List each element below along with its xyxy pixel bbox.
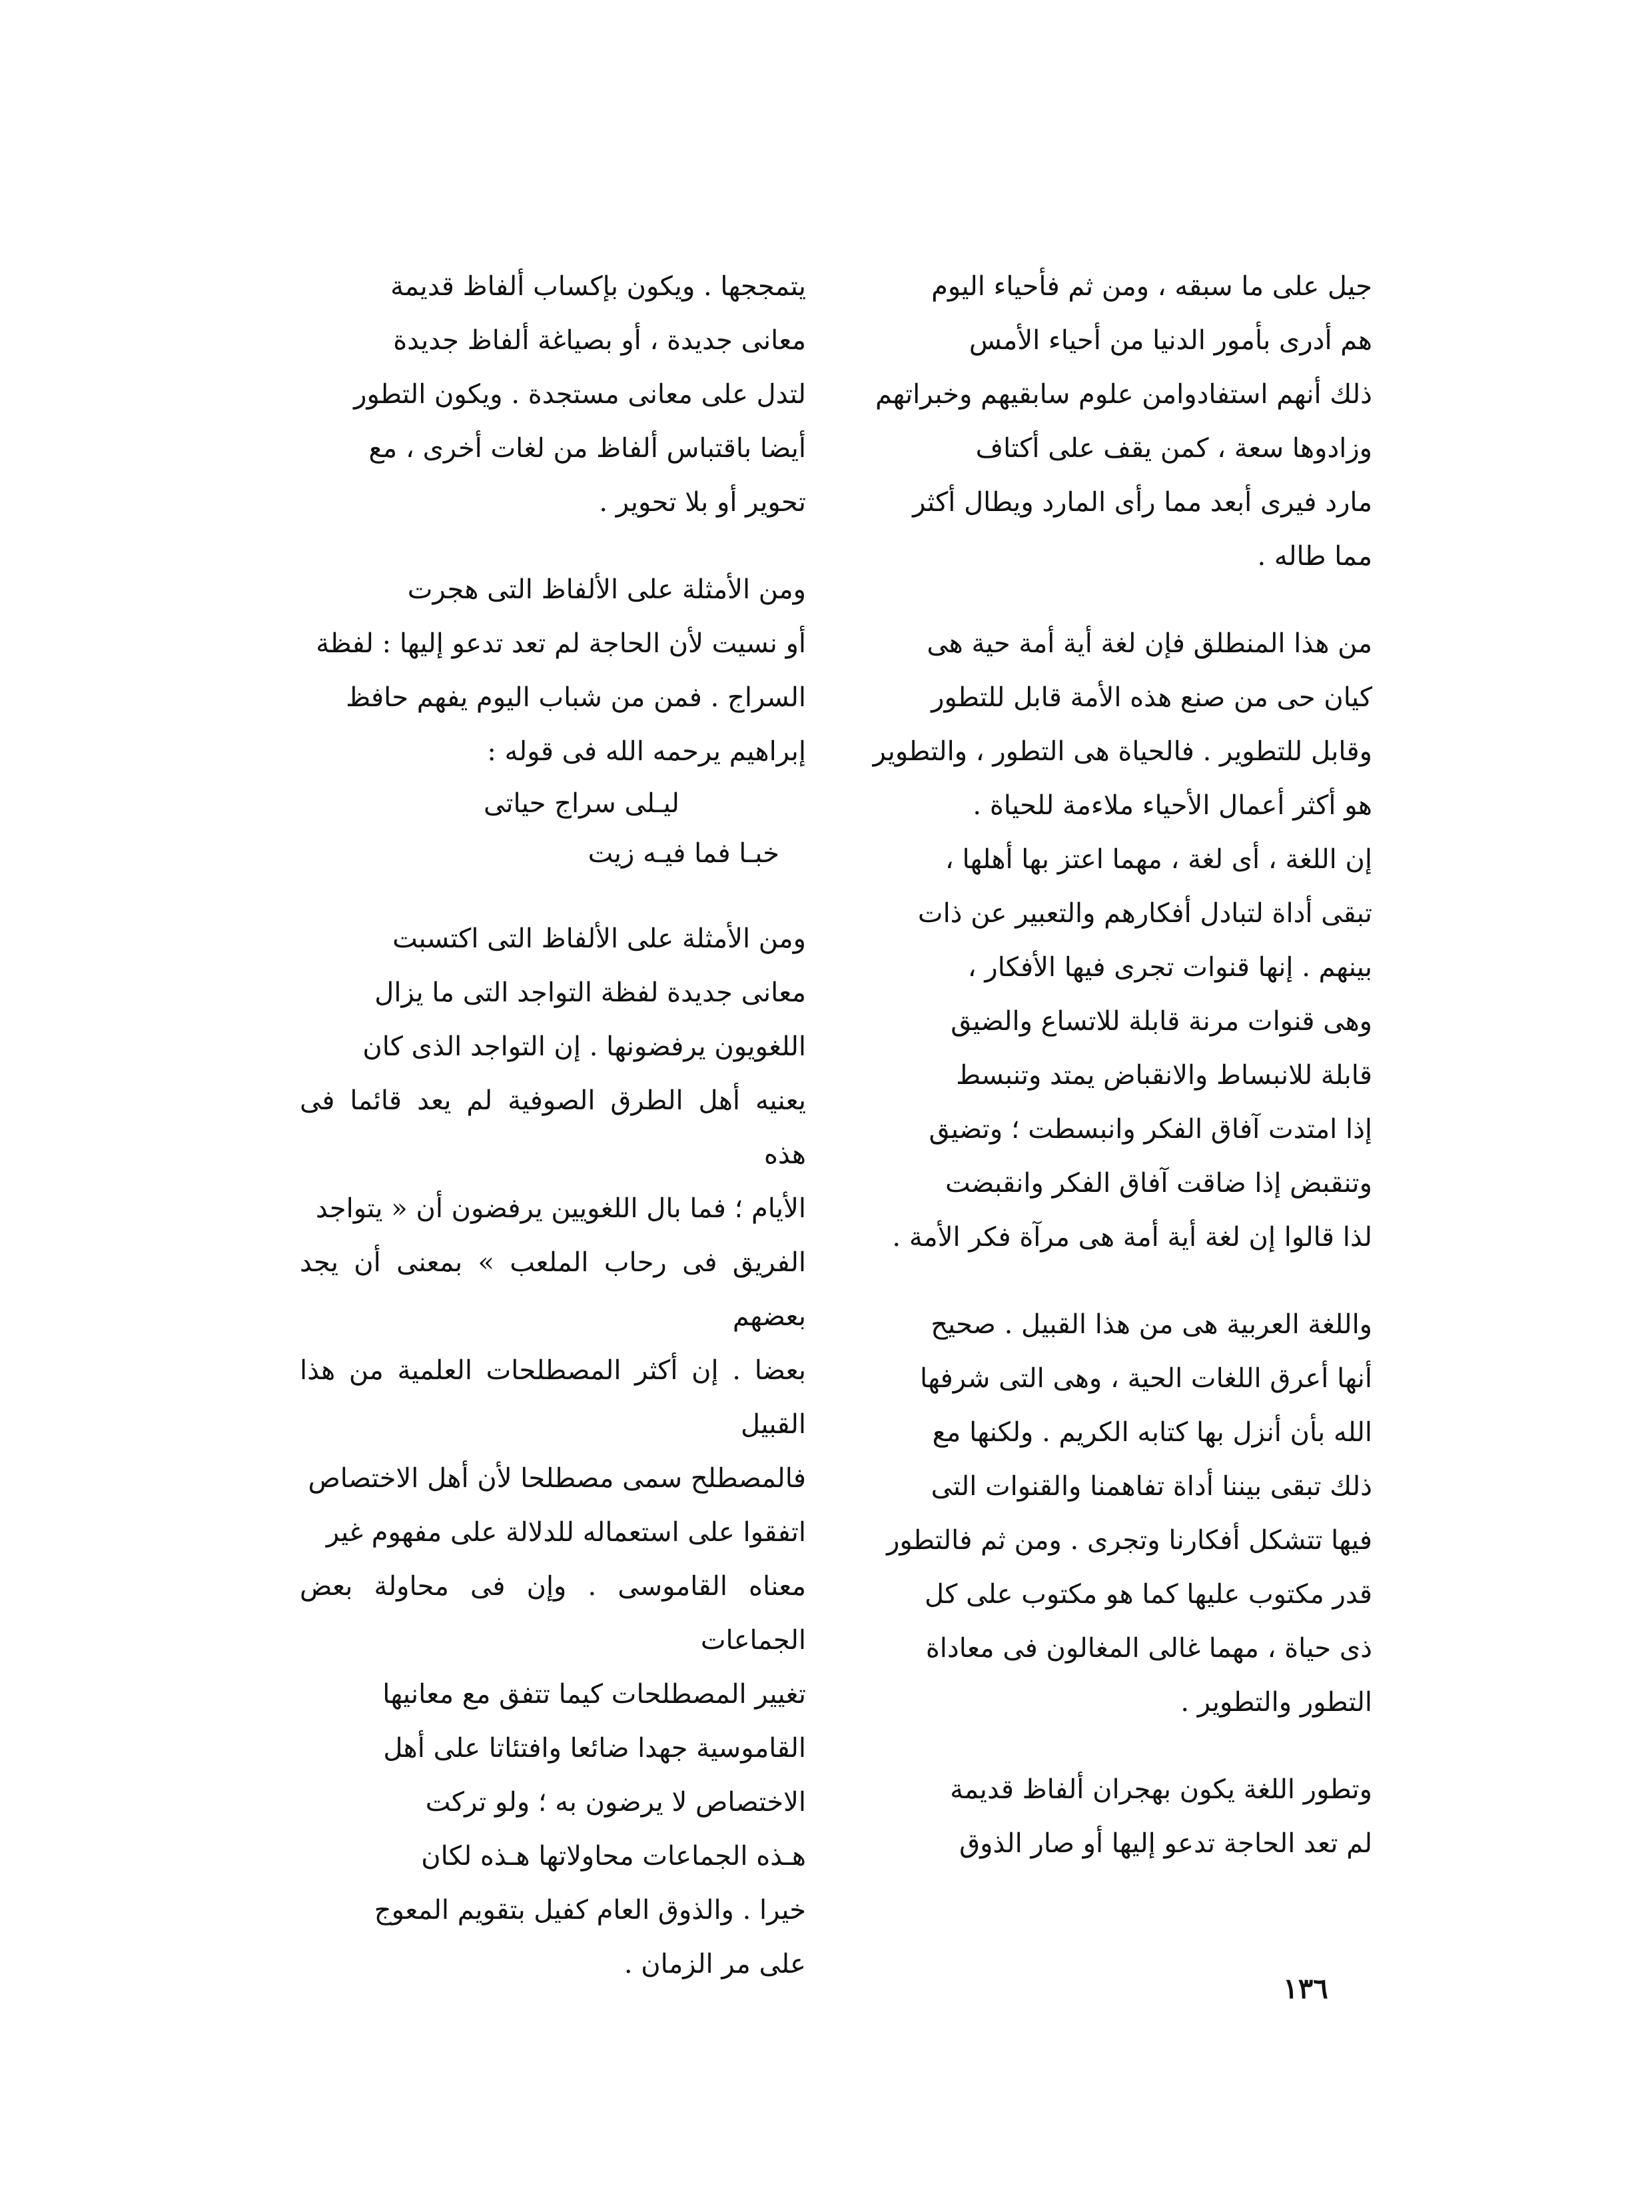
verse-line: خبـا فما فيـه زيت — [588, 838, 779, 869]
paragraph: وتطور اللغة يكون بهجران ألفاظ قديمة لم تعد الحاجة تدعو إليها أو صار الذوق — [950, 1774, 1372, 1859]
poem-verse — [300, 779, 806, 879]
paragraph: يتمججها . ويكون بإكساب ألفاظ قديمة معانى جديدة ، أو بصياغة ألفاظ جديدة لتدل على معانى مستجدة . ويكون التطور أيضا باقتباس ألفاظ من لغات أخرى ، مع تحوير أو بلا تحوير . — [354, 271, 806, 518]
paragraph: جيل على ما سبقه ، ومن ثم فأحياء اليوم هم أدرى بأمور الدنيا من أحياء الأمس ذلك أنهم استفادوامن علوم سابقيهم وخبراتهم وزادوها سعة ، كمن يقف على أكتاف مارد فيرى أبعد مما رأى المارد ويطال أكثر مما طاله . — [875, 271, 1372, 572]
left-column — [300, 260, 806, 1991]
paragraph: من هذا المنطلق فإن لغة أية أمة حية هى كيان حى من صنع هذه الأمة قابل للتطور وقابل للتطوير . فالحياة هى التطور ، والتطوير هو أكثر أعمال الأحياء ملاءمة للحياة . إن اللغة ، أى لغة ، مهما اعتز بها أهلها ، تبقى أداة لتبادل أفكارهم والتعبير عن ذات بينهم . إنها قنوات تجرى فيها الأفكار ، وهى قنوات مرنة قابلة للاتساع والضيق قابلة للانبساط والانقباض يمتد وتنبسط إذا امتدت آفاق الفكر وانبسطت ؛ وتضيق وتنقبض إذا ضاقت آفاق الفكر وانقبضت لذا قالوا إن لغة أية أمة هى مرآة فكر الأمة . — [873, 628, 1372, 1253]
page-number: ١٣٦ — [1283, 1972, 1328, 2005]
paragraph: واللغة العربية هى من هذا القبيل . صحيح أنها أعرق اللغات الحية ، وهى التى شرفها الله بأن أنزل بها كتابه الكريم . ولكنها مع ذلك تبقى بيننا أداة تفاهمنا والقنوات التى فيها تتشكل أفكارنا وتجرى . ومن ثم فالتطور قدر مكتوب عليها كما هو مكتوب على كل ذى حياة ، مهما غالى المغالون فى معاداة التطور والتطوير . — [887, 1309, 1372, 1718]
paragraph: ومن الأمثلة على الألفاظ التى هجرت أو نسيت لأن الحاجة لم تعد تدعو إليها : لفظة السراج . فمن من شباب اليوم يفهم حافظ إبراهيم يرحمه الله فى قوله : — [316, 574, 806, 767]
right-column — [866, 260, 1372, 1871]
verse-line: ليـلى سراج حياتى — [484, 788, 679, 819]
paragraph: ومن الأمثلة على الألفاظ التى اكتسبت معانى جديدة لفظة التواجد التى ما يزال اللغويون يرفضونها . إن التواجد الذى كان يعنيه أهل الطرق الصوفية لم يعد قائما فى هذه الأيام ؛ فما بال اللغويين يرفضون أن « يتواجد الفريق فى رحاب الملعب » بمعنى أن يجد بعضهم بعضا . إن أكثر المصطلحات العلمية من هذا القبيل فالمصطلح سمى مصطلحا لأن أهل الاختصاص اتفقوا على استعماله للدلالة على مفهوم غير معناه القاموسى . وإن فى محاولة بعض الجماعات تغيير المصطلحات كيما تتفق مع معانيها القاموسية جهدا ضائعا وافتئاتا على أهل الاختصاص لا يرضون به ؛ ولو تركت هـذه الجماعات محاولاتها هـذه لكان خيرا . والذوق العام كفيل بتقويم المعوج على مر الزمان . — [300, 923, 806, 1979]
